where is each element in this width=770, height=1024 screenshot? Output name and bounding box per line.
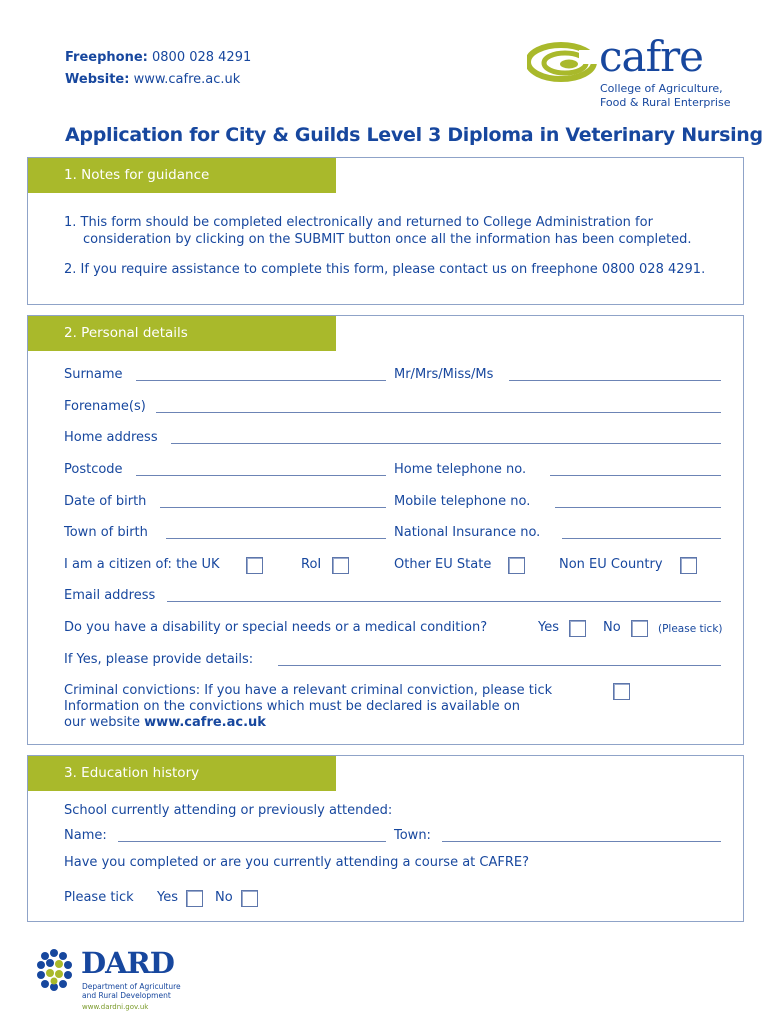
citizen-other-eu-label: Other EU State	[394, 557, 492, 572]
surname-label: Surname	[64, 367, 123, 382]
cafre-logo-subtitle	[600, 82, 730, 110]
title-label: Mr/Mrs/Miss/Ms	[394, 367, 494, 382]
disability-no-checkbox[interactable]	[631, 620, 648, 637]
dard-logo	[35, 948, 195, 1018]
dard-hexagon-icon	[35, 948, 81, 994]
if-yes-details-field[interactable]	[278, 665, 721, 666]
freephone-value: 0800 028 4291	[152, 50, 252, 65]
section-education-history	[27, 755, 744, 922]
criminal-convictions-checkbox[interactable]	[613, 683, 630, 700]
if-yes-details-label: If Yes, please provide details:	[64, 652, 254, 667]
surname-field[interactable]	[136, 380, 386, 381]
forenames-label: Forename(s)	[64, 399, 146, 414]
disability-question: Do you have a disability or special needs or a medical condition?	[64, 620, 488, 635]
note-1-line-2: consideration by clicking on the SUBMIT button once all the information has been completed.	[83, 232, 692, 247]
cafre-website-link[interactable]: www.cafre.ac.uk	[144, 715, 266, 730]
note-1-line-1: 1. This form should be completed electronically and returned to College Administration for	[64, 215, 653, 230]
disability-no-label: No	[603, 620, 621, 635]
website-link[interactable]: www.cafre.ac.uk	[133, 72, 241, 87]
cafre-course-question: Have you completed or are you currently attending a course at CAFRE?	[64, 855, 529, 870]
website-label: Website:	[65, 72, 130, 87]
freephone-label: Freephone:	[65, 50, 148, 65]
national-insurance-label: National Insurance no.	[394, 525, 541, 540]
citizen-other-eu-checkbox[interactable]	[508, 557, 525, 574]
citizen-roi-label: RoI	[301, 557, 322, 572]
website-line	[65, 71, 240, 89]
cafre-logo-text: cafre	[599, 32, 704, 81]
freephone-line	[65, 49, 251, 67]
dard-department-name	[82, 982, 181, 1000]
cafre-swirl-icon	[527, 42, 599, 82]
education-please-tick-label: Please tick	[64, 890, 134, 905]
email-label: Email address	[64, 588, 156, 603]
citizen-non-eu-checkbox[interactable]	[680, 557, 697, 574]
home-address-label: Home address	[64, 430, 158, 445]
section-education-heading: 3. Education history	[28, 756, 336, 791]
cafre-course-yes-checkbox[interactable]	[186, 890, 203, 907]
forenames-field[interactable]	[156, 412, 721, 413]
dard-dept-line1: Department of Agriculture	[82, 982, 181, 991]
national-insurance-field[interactable]	[562, 538, 721, 539]
title-field[interactable]	[509, 380, 721, 381]
date-of-birth-field[interactable]	[160, 507, 386, 508]
criminal-line3-prefix: our website	[64, 715, 145, 730]
mobile-telephone-label: Mobile telephone no.	[394, 494, 531, 509]
cafre-course-yes-label: Yes	[157, 890, 178, 905]
citizen-non-eu-label: Non EU Country	[559, 557, 663, 572]
cafre-course-no-checkbox[interactable]	[241, 890, 258, 907]
section-personal-heading: 2. Personal details	[28, 316, 336, 351]
section-personal-details	[27, 315, 744, 745]
dard-logo-text: DARD	[81, 946, 174, 980]
home-telephone-field[interactable]	[550, 475, 721, 476]
disability-yes-checkbox[interactable]	[569, 620, 586, 637]
home-telephone-label: Home telephone no.	[394, 462, 527, 477]
postcode-field[interactable]	[136, 475, 386, 476]
school-town-field[interactable]	[442, 841, 721, 842]
note-2: 2. If you require assistance to complete this form, please contact us on freephone 0800 028 4291.	[64, 262, 706, 277]
dard-dept-line2: and Rural Development	[82, 991, 171, 1000]
school-town-label: Town:	[394, 828, 431, 843]
date-of-birth-label: Date of birth	[64, 494, 147, 509]
email-field[interactable]	[167, 601, 721, 602]
postcode-label: Postcode	[64, 462, 123, 477]
citizen-uk-checkbox[interactable]	[246, 557, 263, 574]
school-attended-label: School currently attending or previously attended:	[64, 803, 393, 818]
page-title: Application for City & Guilds Level 3 Diploma in Veterinary Nursing	[65, 124, 763, 146]
criminal-convictions-line2: Information on the convictions which must be declared is available on	[64, 699, 521, 714]
logo-subtitle-line2: Food & Rural Enterprise	[600, 96, 731, 109]
section-notes-heading: 1. Notes for guidance	[28, 158, 336, 193]
criminal-convictions-line1: Criminal convictions: If you have a relevant criminal conviction, please tick	[64, 683, 553, 698]
town-of-birth-field[interactable]	[166, 538, 386, 539]
cafre-course-no-label: No	[215, 890, 233, 905]
criminal-convictions-line3	[64, 715, 266, 730]
logo-subtitle-line1: College of Agriculture,	[600, 82, 723, 95]
town-of-birth-label: Town of birth	[64, 525, 148, 540]
citizen-uk-label: I am a citizen of: the UK	[64, 557, 220, 572]
section-notes	[27, 157, 744, 305]
dard-website-link[interactable]: www.dardni.gov.uk	[82, 1003, 149, 1011]
please-tick-note: (Please tick)	[658, 623, 723, 635]
cafre-logo	[527, 32, 742, 113]
mobile-telephone-field[interactable]	[555, 507, 721, 508]
citizen-roi-checkbox[interactable]	[332, 557, 349, 574]
school-name-field[interactable]	[118, 841, 386, 842]
disability-yes-label: Yes	[538, 620, 559, 635]
home-address-field[interactable]	[171, 443, 721, 444]
school-name-label: Name:	[64, 828, 107, 843]
